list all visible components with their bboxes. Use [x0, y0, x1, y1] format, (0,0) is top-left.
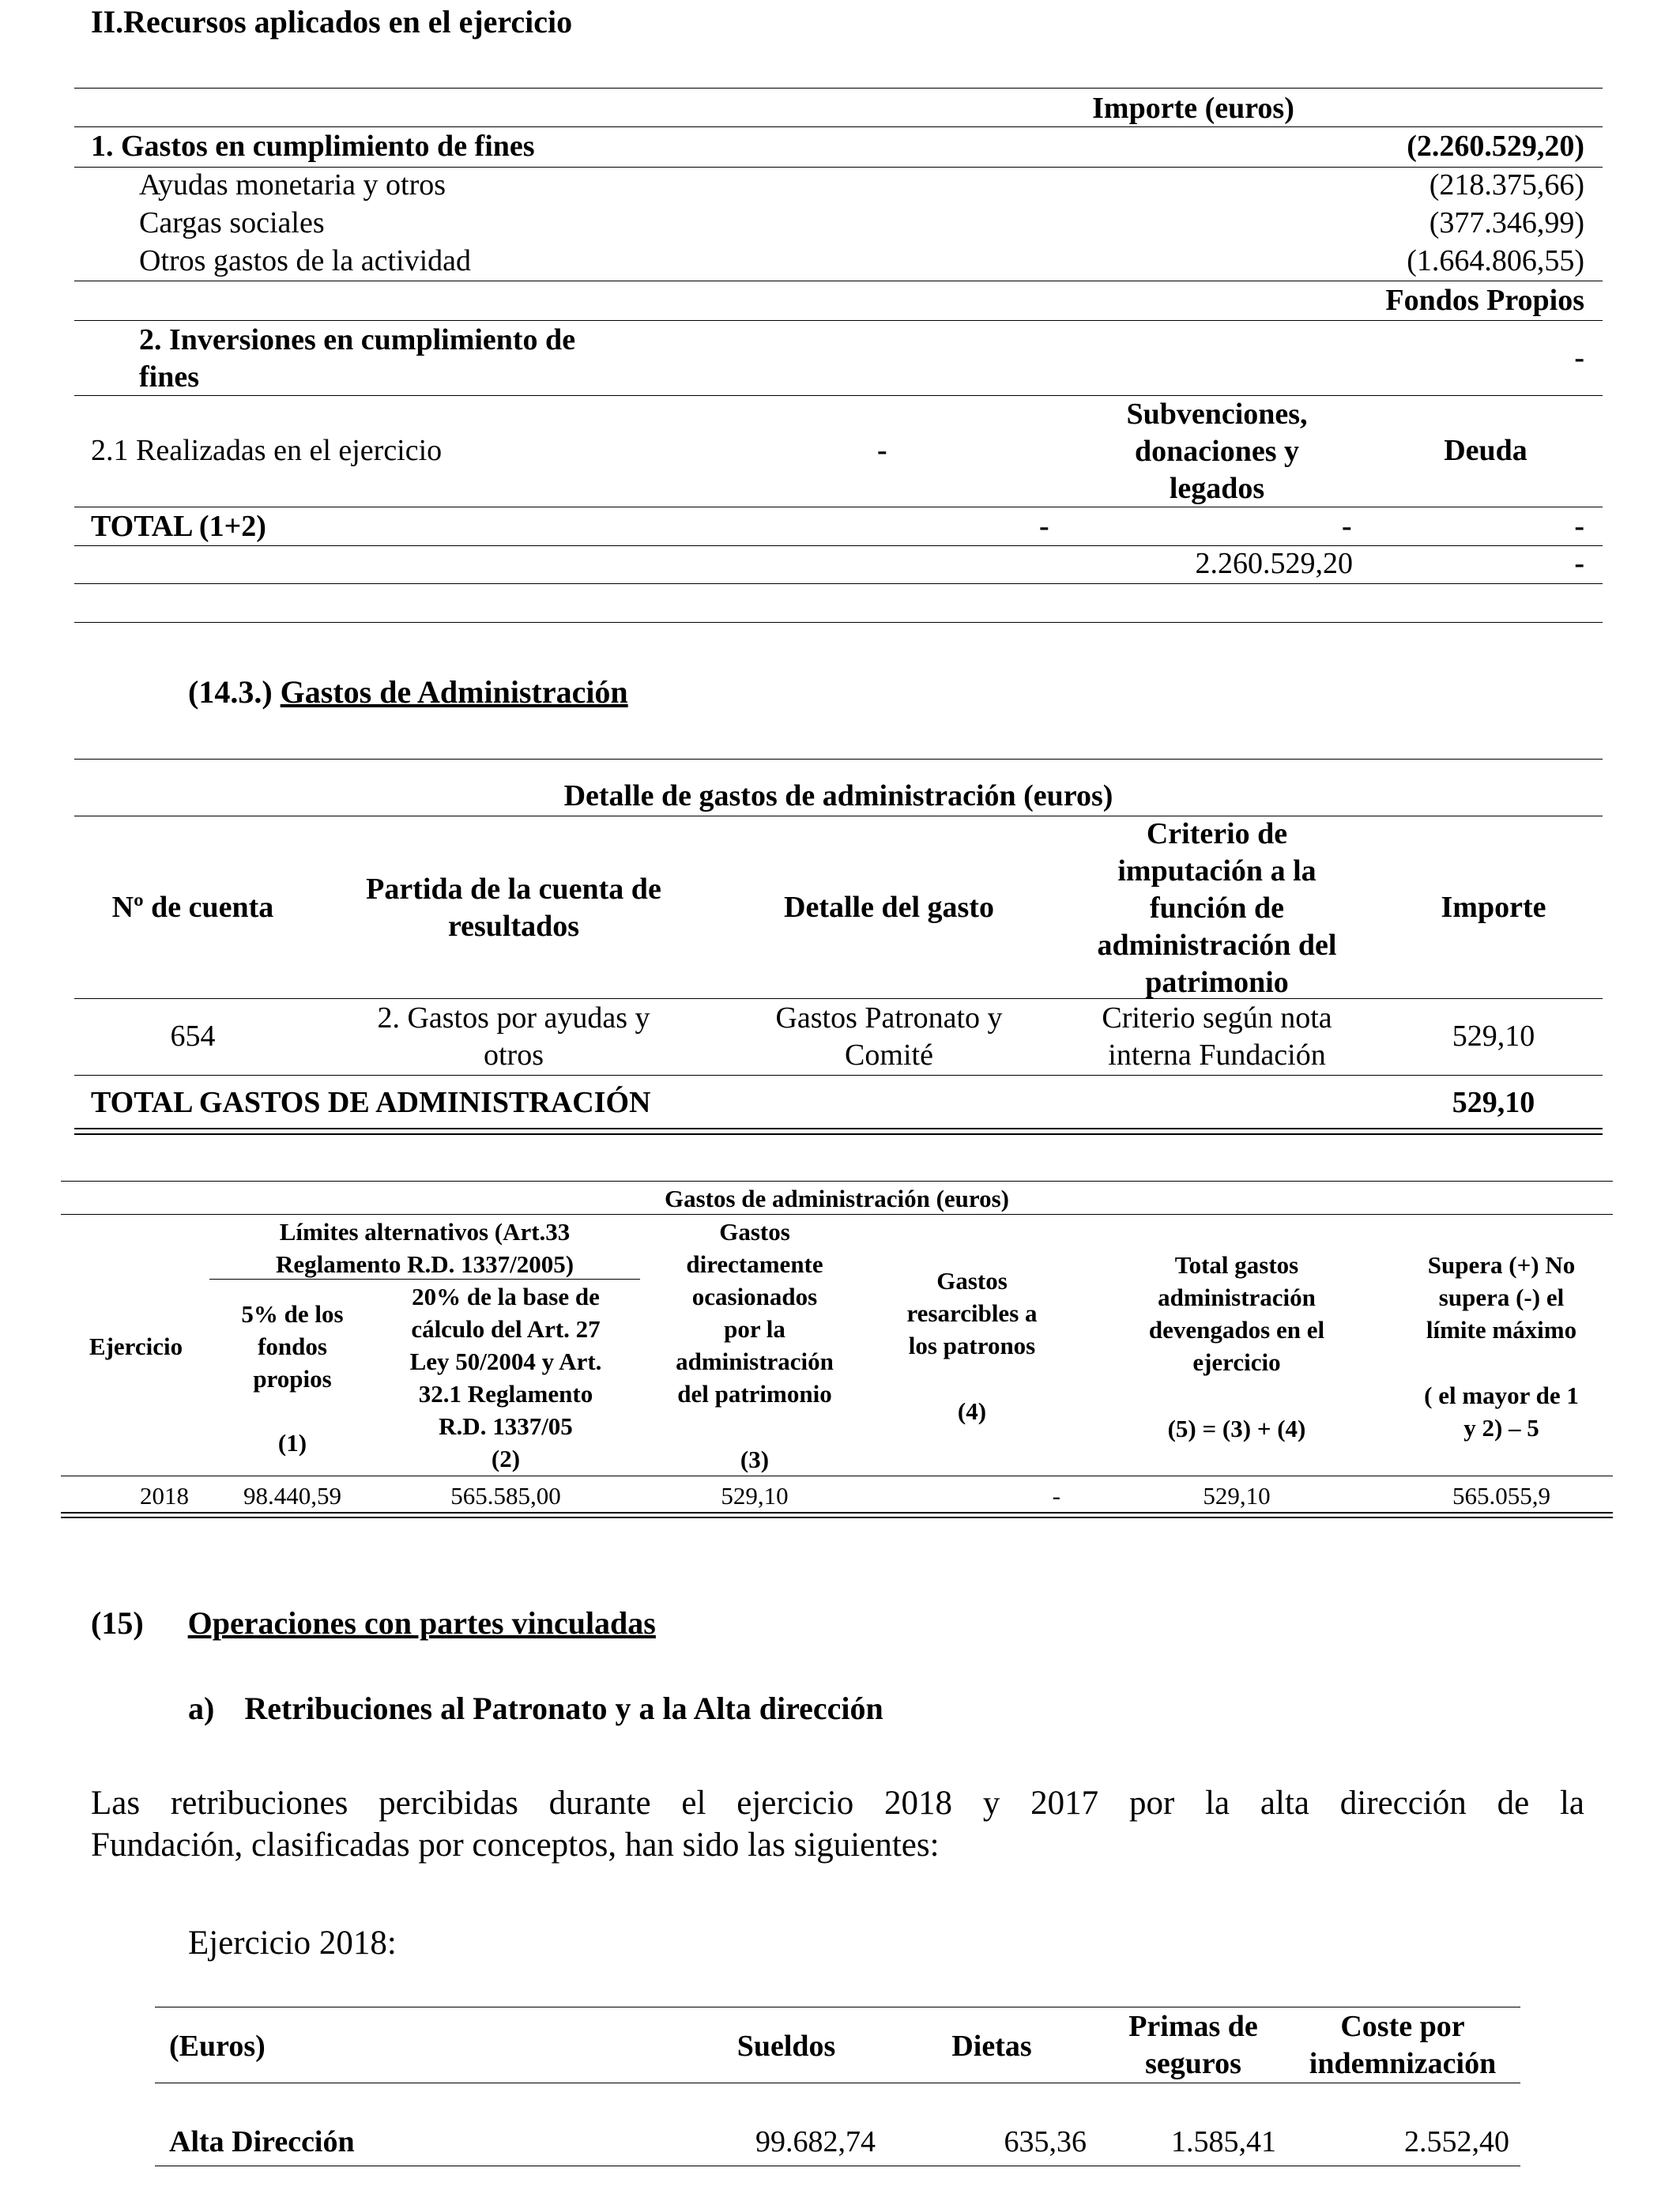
row-cuenta: 654 — [170, 1020, 216, 1053]
alta-sueldos: 99.682,74 — [755, 2125, 876, 2158]
table-rule — [61, 1512, 1613, 1514]
table-rule — [61, 1214, 1613, 1215]
col-supera-formula: ( el mayor de 1 y 2) – 5 — [1424, 1382, 1579, 1442]
table-rule — [74, 1133, 1603, 1135]
col-num-4: (4) — [957, 1397, 987, 1425]
col-primas: Primas de seguros — [1128, 2010, 1258, 2080]
alta-dietas: 635,36 — [1004, 2125, 1087, 2158]
col-gastos-directos: Gastos directamente ocasionados por la administración del patrimonio — [676, 1218, 834, 1408]
table-rule — [61, 1181, 1613, 1182]
inversiones-label-2: fines — [139, 360, 199, 394]
paragraph-line-2: Fundación, clasificadas por conceptos, han sido las siguientes: — [91, 1826, 940, 1864]
paragraph-line-1: Las retribuciones percibidas durante el ejercicio 2018 y 2017 por la alta dirección de la — [91, 1785, 1584, 1822]
table-rule — [74, 998, 1603, 999]
alta-direccion-label: Alta Dirección — [169, 2125, 355, 2158]
alta-coste: 2.552,40 — [1404, 2125, 1509, 2158]
col-criterio: Criterio de imputación a la función de administración del patrimonio — [1097, 817, 1337, 999]
col-num-5: (5) = (3) + (4) — [1167, 1415, 1306, 1442]
row-v5: 529,10 — [1203, 1482, 1271, 1510]
row-value: (377.346,99) — [1429, 206, 1584, 239]
col-cuenta: Nº de cuenta — [111, 891, 274, 924]
row-value: (1.664.806,55) — [1407, 244, 1584, 277]
inversiones-value: - — [1574, 341, 1584, 375]
col-partida: Partida de la cuenta de resultados — [366, 873, 661, 943]
row-v2: 565.585,00 — [450, 1482, 561, 1510]
col-supera: Supera (+) No supera (-) el límite máximo — [1426, 1251, 1577, 1344]
col-coste: Coste por indemnización — [1309, 2010, 1497, 2080]
col-dietas: Dietas — [951, 2030, 1032, 2063]
table-rule — [74, 1075, 1603, 1076]
table-rule — [74, 88, 1603, 89]
row-label: Ayudas monetaria y otros — [139, 168, 446, 202]
col-num-3: (3) — [740, 1446, 770, 1473]
row-v4: - — [1052, 1482, 1060, 1510]
deuda-header: Deuda — [1444, 434, 1527, 467]
row-importe: 529,10 — [1452, 1020, 1535, 1053]
realizadas-value: - — [877, 434, 887, 467]
row-label: Otros gastos de la actividad — [139, 244, 472, 277]
fondos-propios-header: Fondos Propios — [1385, 284, 1584, 317]
section-15-heading: (15) Operaciones con partes vinculadas — [91, 1605, 656, 1641]
inversiones-label: 2. Inversiones en cumplimiento de — [139, 323, 576, 356]
limits-title: Gastos de administración (euros) — [664, 1185, 1009, 1212]
total-value-2: - — [1342, 510, 1352, 543]
subvenciones-header: Subvenciones, donaciones y legados — [1126, 398, 1308, 505]
row-detalle: Gastos Patronato y Comité — [775, 1001, 1003, 1072]
row-v1: 98.440,59 — [243, 1482, 341, 1510]
row-v6: 565.055,9 — [1452, 1482, 1550, 1510]
table-rule — [74, 126, 1603, 127]
last-value-1: 2.260.529,20 — [1195, 547, 1353, 580]
table-rule — [74, 395, 1603, 396]
gastos-fines-value: (2.260.529,20) — [1407, 130, 1584, 163]
row-label: Cargas sociales — [139, 206, 325, 239]
col-ejercicio: Ejercicio — [89, 1333, 183, 1360]
row-value: (218.375,66) — [1429, 168, 1584, 202]
col-total-devengados: Total gastos administración devengados en el ejercicio — [1148, 1251, 1325, 1376]
limites-header: Límites alternativos (Art.33 Reglamento R.D. 1337/2005) — [275, 1218, 574, 1278]
col-resarcibles: Gastos resarcibles a los patronos — [906, 1267, 1038, 1359]
header-importe: Importe (euros) — [1092, 92, 1294, 125]
col-detalle: Detalle del gasto — [784, 891, 994, 924]
total-value-1: - — [1039, 510, 1049, 543]
admin-heading: (14.3.) Gastos de Administración — [188, 674, 628, 710]
gastos-fines-label: 1. Gastos en cumplimiento de fines — [91, 130, 535, 163]
admin-total-label: TOTAL GASTOS DE ADMINISTRACIÓN — [91, 1086, 651, 1119]
row-v3: 529,10 — [721, 1482, 789, 1510]
subsection-heading: a) Retribuciones al Patronato y a la Alta dirección — [188, 1691, 883, 1726]
col-fondos-propios: 5% de los fondos propios — [241, 1300, 344, 1393]
total-value-3: - — [1574, 510, 1584, 543]
row-partida: 2. Gastos por ayudas y otros — [377, 1001, 650, 1072]
row-ejercicio: 2018 — [140, 1482, 189, 1510]
realizadas-label: 2.1 Realizadas en el ejercicio — [91, 434, 443, 467]
col-sueldos: Sueldos — [736, 2030, 836, 2063]
table-rule — [209, 1279, 640, 1280]
table-rule — [74, 1128, 1603, 1129]
col-euros: (Euros) — [169, 2030, 266, 2063]
table-rule — [74, 622, 1603, 623]
table-rule — [74, 759, 1603, 760]
col-base-calculo: 20% de la base de cálculo del Art. 27 Ley 50/2004 y Art. 32.1 Reglamento R.D. 1337/05 (2) — [409, 1283, 602, 1472]
ejercicio-label: Ejercicio 2018: — [188, 1924, 397, 1962]
total-label: TOTAL (1+2) — [91, 510, 266, 543]
section-title: II.Recursos aplicados en el ejercicio — [91, 4, 573, 40]
col-importe: Importe — [1441, 891, 1546, 924]
admin-total-value: 529,10 — [1452, 1086, 1535, 1119]
col-num-1: (1) — [277, 1429, 307, 1457]
admin-table-title: Detalle de gastos de administración (euros) — [563, 779, 1113, 812]
table-rule — [74, 583, 1603, 584]
alta-primas: 1.585,41 — [1171, 2125, 1276, 2158]
table-rule — [61, 1517, 1613, 1518]
table-rule — [74, 320, 1603, 321]
last-value-2: - — [1574, 547, 1584, 580]
row-criterio: Criterio según nota interna Fundación — [1102, 1001, 1332, 1072]
